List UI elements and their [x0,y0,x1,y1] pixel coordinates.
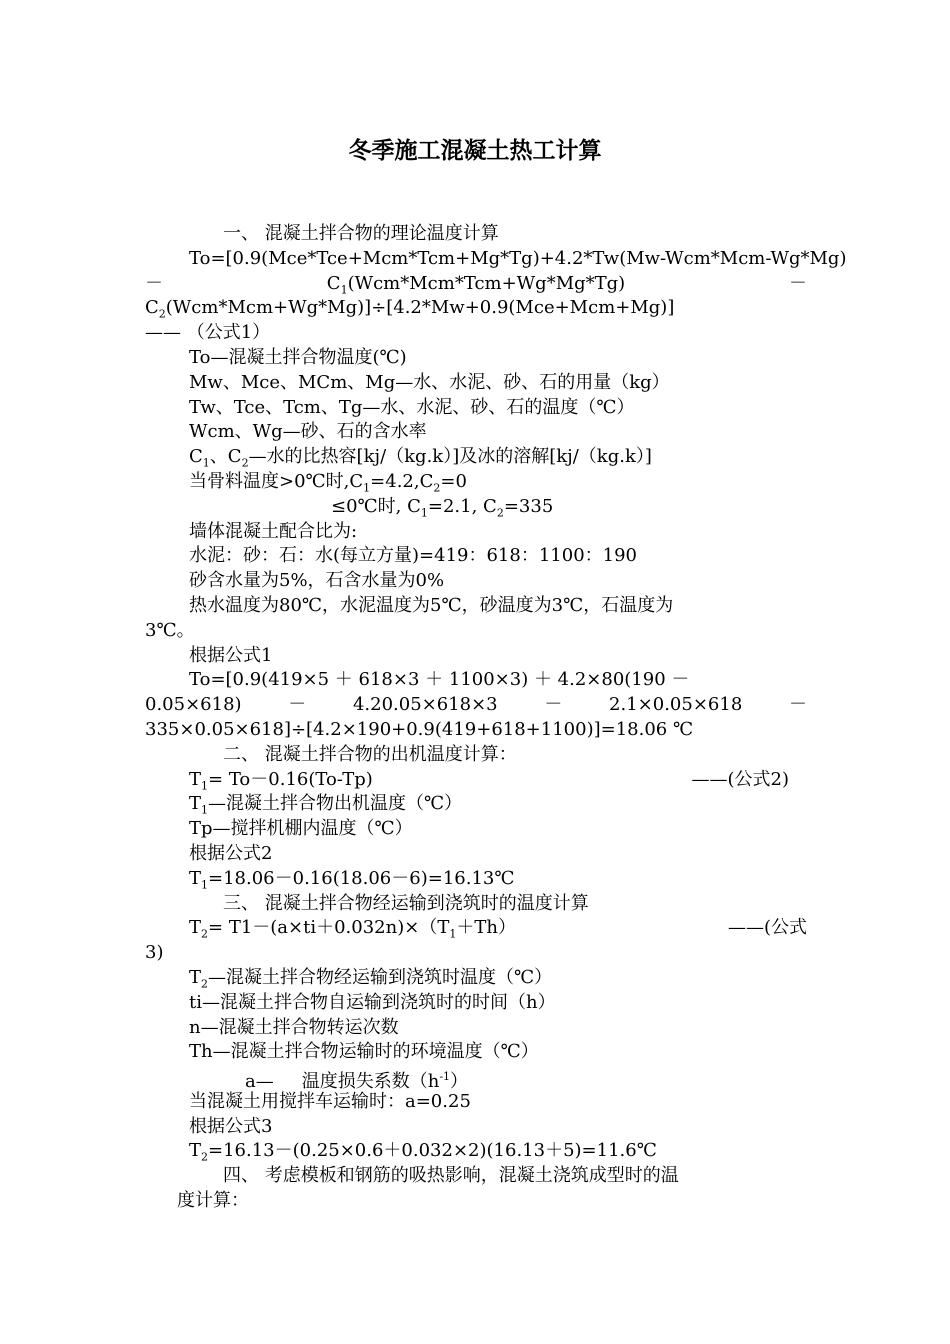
section-1-heading: 一、 混凝土拌合物的理论温度计算 [223,223,499,244]
by-formula-1: 根据公式1 [189,644,273,666]
material-temperatures: 热水温度为80℃，水泥温度为5℃，砂温度为3℃，石温度为 [189,594,674,616]
calc-1-line-b: 0.05×618) － 4.20.05×618×3 － 2.1×0.05×618 － [145,694,807,716]
formula-2: $T_1= To-0.16(To-Tp)$ ——(公式2) [189,768,789,793]
moisture-content: 砂含水量为5%，石含水量为0% [189,570,445,592]
mix-ratio: 水泥：砂：石：水(每立方量)=419：618：1100：190 [189,545,638,567]
definition-a: a— 温度损失系数$(h^{-1})$ [245,1070,469,1093]
calc-1-line-a: To=[0.9(419×5 ＋ 618×3 ＋ 1100×3) ＋ 4.2×80(190 － [189,669,690,691]
calc-2: $T_1=18.06-0.16(18.06-6)=16.13℃$ [189,867,515,892]
condition-below-zero: ≤0℃时, $C_1=2.1$, $C_2=335$ [331,495,554,520]
formula-3-tag-cont: 3) [145,942,164,964]
formula-1-minus-right: － [789,272,807,294]
formula-1-line-c: $C_2(Wcm*Mcm+Wg*Mg)]\div[4.2*Mw+0.9(Mce+Mcm+Mg)]$ [145,297,675,321]
definition-t2: $T_2—$混凝土拌合物经运输到浇筑时温度（℃） [189,966,553,991]
definition-th: Th—混凝土拌合物运输时的环境温度（℃） [189,1041,539,1063]
formula-1-label: —— （公式1） [145,322,271,344]
calc-1-line-c: 335×0.05×618]÷[4.2×190+0.9(419+618+1100)]=18.06 ℃ [145,718,694,740]
section-4-heading-cont: 度计算： [177,1190,249,1212]
definition-heat-capacity: $C_1$、$C_2—$水的比热容[kj/（kg.k）]及冰的溶解[kj/（kg.k）] [189,446,652,470]
definition-to: To—混凝土拌合物温度(℃) [189,346,407,368]
truck-coefficient: 当混凝土用搅拌车运输时：a=0.25 [189,1090,471,1112]
condition-above-zero: 当骨料温度>0℃时$,C_1=4.2,C_2=0$ [189,470,467,495]
material-temperatures-cont: 3℃。 [145,619,195,641]
by-formula-2: 根据公式2 [189,842,273,864]
by-formula-3: 根据公式3 [189,1115,273,1137]
document-body [145,222,847,1214]
definition-moisture: Wcm、Wg—砂、石的含水率 [189,421,427,443]
formula-3: $T_2= T1-(a\times ti+0.032n)\times(T_1+Th)$ ——(公式 [189,917,807,941]
definition-t1: $T_1—$混凝土拌合物出机温度（℃） [189,793,463,817]
definition-tp: Tp—搅拌机棚内温度（℃） [189,818,413,840]
page-title: 冬季施工混凝土热工计算 [348,138,602,164]
formula-1-minus: － [145,272,163,294]
calc-3: $T_2=16.13-(0.25\times 0.6+0.032\times 2)(16.13+5)=11.6℃$ [189,1140,657,1165]
section-3-heading: 三、 混凝土拌合物经运输到浇筑时的温度计算 [223,892,589,914]
mix-title: 墙体混凝土配合比为: [189,520,358,542]
definition-mass: Mw、Mce、MCm、Mg—水、水泥、砂、石的用量（kg） [189,371,670,393]
formula-1-mid: $C_1(Wcm*Mcm*Tcm+Wg*Mg*Tg)$ [326,272,626,297]
section-4-heading: 四、 考虑模板和钢筋的吸热影响，混凝土浇筑成型时的温 [223,1165,679,1187]
formula-1-line-b [145,272,807,297]
definition-temperature: Tw、Tce、Tcm、Tg—水、水泥、砂、石的温度（℃） [189,396,635,418]
definition-ti: ti—混凝土拌合物自运输到浇筑时的时间（h） [189,991,556,1013]
definition-n: n—混凝土拌合物转运次数 [189,1016,399,1038]
section-2-heading: 二、 混凝土拌合物的出机温度计算： [223,743,517,765]
formula-1-line-a: To=[0.9(Mce*Tce+Mcm*Tcm+Mg*Tg)+4.2*Tw(Mw-Wcm*Mcm-Wg*Mg) [189,247,847,269]
